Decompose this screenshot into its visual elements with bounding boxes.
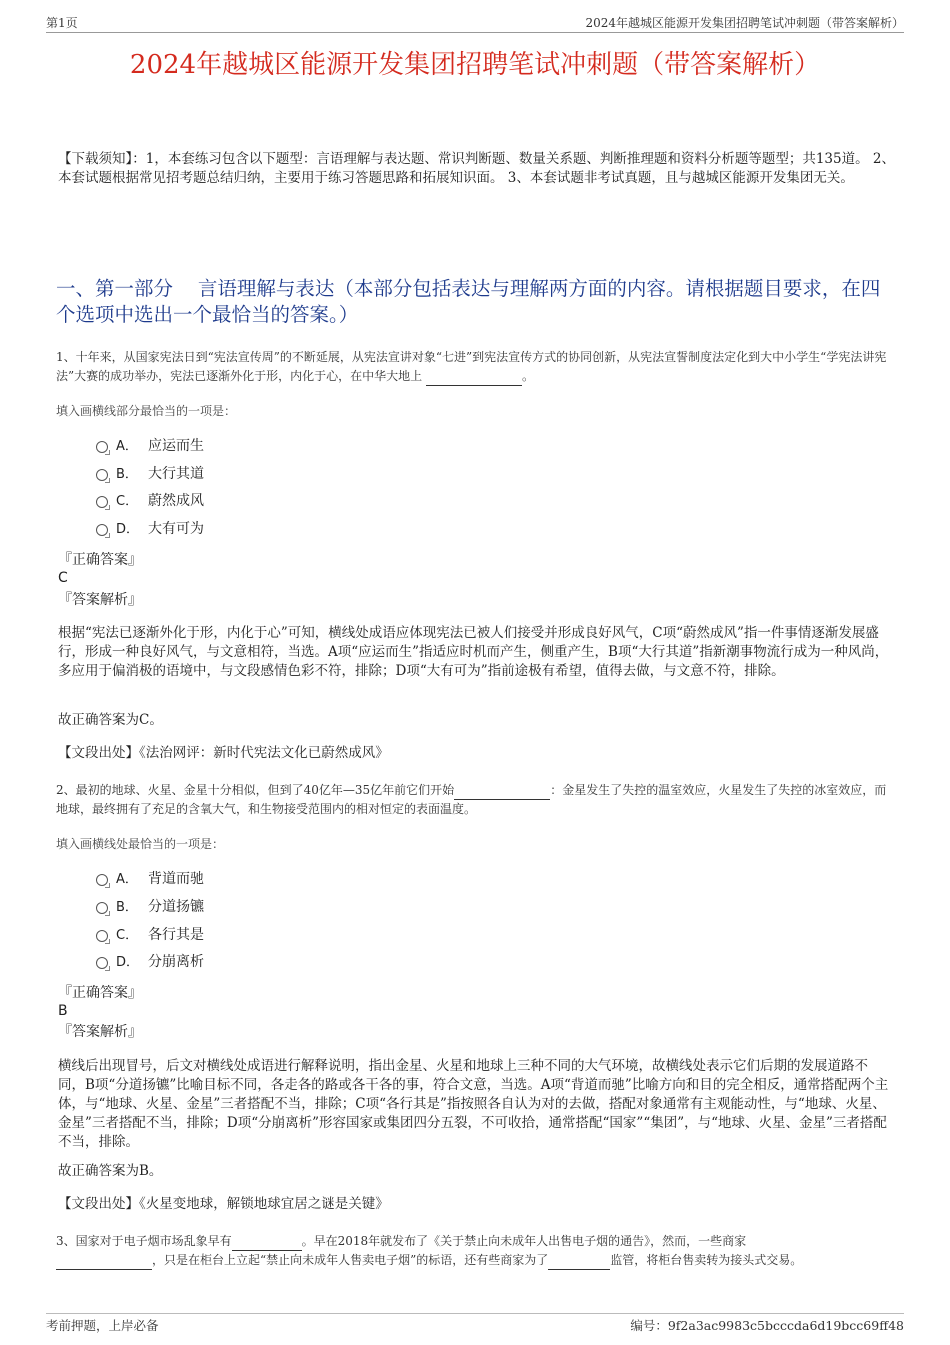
option-letter: B． <box>116 900 138 915</box>
option-letter: C． <box>116 928 139 943</box>
radio-icon[interactable] <box>96 930 108 942</box>
q1-option-b[interactable] <box>96 464 204 484</box>
stem-text: ，只是在柜台上立起“禁止向未成年人售卖电子烟”的标语，还有些商家为了 <box>152 1253 549 1267</box>
analysis-label: 『答案解析』 <box>58 1024 142 1040</box>
option-letter: A． <box>116 439 138 454</box>
option-letter: D． <box>116 955 140 970</box>
stem-text: 1、十年来，从国家宪法日到“宪法宣传周”的不断延展，从宪法宣讲对象“七进”到宪法宣传方式的协同创新，从宪法宣誓制度法定化到大中小学生“学宪法讲宪法”大赛的成功举办，宪法已逐渐外化于形，内化于心，在中华大地上 <box>56 350 887 383</box>
correct-answer: C <box>58 570 68 586</box>
option-text: 各行其是 <box>148 927 204 943</box>
answer-blank <box>56 1256 152 1270</box>
q2-option-a[interactable] <box>96 869 204 889</box>
footer-slogan: 考前押题，上岸必备 <box>46 1318 159 1333</box>
stem-text-end: ：金星发生了失控的温室效应，火星发生了失控的冰室效应，而地球，最终拥有了充足的含氧大气，和生物接受范围内的相对恒定的表面温度。 <box>56 783 887 816</box>
correct-answer-label: 『正确答案』 <box>58 985 142 1001</box>
fill-prompt: 填入画横线部分最恰当的一项是： <box>56 404 237 418</box>
source-label: 【文段出处】 <box>58 745 139 761</box>
page-title: 2024年越城区能源开发集团招聘笔试冲刺题（带答案解析） <box>129 50 821 80</box>
radio-icon[interactable] <box>96 902 108 914</box>
analysis-text: 根据“宪法已逐渐外化于形，内化于心”可知，横线处成语应体现宪法已被人们接受并形成良好风气，C项“蔚然成风”指一件事情逐渐发展盛行，形成一种良好风气，与文意相符，当选。A项“应运而生”指适应时机而产生，侧重产生，B项“大行其道”指新潮事物流行成为一种风尚，多应用于偏消极的语境中，与文段感情色彩不符，排除；D项“大有可为”指前途极有希望，值得去做，与文意不符，排除。 <box>58 625 889 679</box>
analysis-text: 横线后出现冒号，后文对横线处成语进行解释说明，指出金星、火星和地球上三种不同的大气环境，故横线处表示它们后期的发展道路不同，B项“分道扬镳”比喻目标不同，各走各的路或各干各的事，符合文意，当选。A项“背道而驰”比喻方向和目的完全相反，通常搭配两个主体，与“地球、火星、金星”三者搭配不当，排除；C项“各行其是”指按照各自认为对的去做，搭配对象通常有主观能动性，与“地球、火星、金星”三者搭配不当，排除；D项“分崩离析”形容国家或集团四分五裂，不可收拾，通常搭配“国家”“集团”，与“地球、火星、金星”三者搭配不当，排除。 <box>58 1058 889 1150</box>
stem-text: 监管，将柜台售卖转为接头式交易。 <box>610 1253 803 1267</box>
q1-option-a[interactable] <box>96 436 204 456</box>
answer-blank <box>232 1237 302 1251</box>
answer-blank <box>548 1256 610 1270</box>
section-text: 言语理解与表达（本部分包括表达与理解两方面的内容。请根据题目要求，在四个选项中选出一个最恰当的答案。） <box>56 277 881 326</box>
option-text: 背道而驰 <box>148 871 204 887</box>
answer-blank <box>454 786 550 800</box>
conclusion: 故正确答案为C。 <box>58 712 163 728</box>
section-heading <box>56 276 896 328</box>
option-text: 大行其道 <box>148 466 204 482</box>
stem-text: 3、国家对于电子烟市场乱象早有 <box>56 1234 232 1248</box>
q2-option-d[interactable] <box>96 952 204 972</box>
q2-option-c[interactable] <box>96 925 204 945</box>
option-text: 分崩离析 <box>148 954 204 970</box>
page-header <box>46 14 904 33</box>
page-footer <box>46 1313 904 1333</box>
option-letter: B． <box>116 467 138 482</box>
stem-text: 。早在2018年就发布了《关于禁止向未成年人出售电子烟的通告》，然而，一些商家 <box>301 1234 747 1248</box>
radio-icon[interactable] <box>96 496 108 508</box>
section-number: 一、第一部分 <box>56 277 174 300</box>
source-title: 《火星变地球，解锁地球宜居之谜是关键》 <box>139 1196 389 1212</box>
stem-text: 2、最初的地球、火星、金星十分相似，但到了40亿年—35亿年前它们开始 <box>56 783 455 797</box>
question-1-stem <box>56 348 896 386</box>
source-line <box>58 744 389 763</box>
conclusion: 故正确答案为B。 <box>58 1163 163 1179</box>
analysis-label: 『答案解析』 <box>58 592 142 608</box>
footer-doc-id: 编号：9f2a3ac9983c5bcccda6d19bcc69ff48 <box>630 1318 904 1333</box>
header-doc-title: 2024年越城区能源开发集团招聘笔试冲刺题（带答案解析） <box>585 16 904 30</box>
radio-icon[interactable] <box>96 441 108 453</box>
download-notice: 【下载须知】：1，本套练习包含以下题型：言语理解与表达题、常识判断题、数量关系题、判断推理题和资料分析题等题型；共135道。 2、本套试题根据常见招考题总结归纳，主要用于练习答题思路和拓展知识面。 3、本套试题非考试真题，且与越城区能源开发集团无关。 <box>58 151 895 186</box>
stem-text-end: 。 <box>521 369 534 383</box>
q1-option-c[interactable] <box>96 491 204 511</box>
option-letter: C． <box>116 494 139 509</box>
option-letter: D． <box>116 522 140 537</box>
radio-icon[interactable] <box>96 874 108 886</box>
q1-option-d[interactable] <box>96 519 204 539</box>
source-line <box>58 1195 389 1214</box>
radio-icon[interactable] <box>96 957 108 969</box>
page-number: 第1页 <box>46 16 78 30</box>
answer-blank <box>426 372 522 386</box>
question-2-stem <box>56 781 896 819</box>
fill-prompt: 填入画横线处最恰当的一项是： <box>56 837 225 851</box>
question-3-stem <box>56 1232 896 1270</box>
option-text: 大有可为 <box>148 521 204 537</box>
correct-answer: B <box>58 1003 68 1019</box>
q2-option-b[interactable] <box>96 897 204 917</box>
source-title: 《法治网评：新时代宪法文化已蔚然成风》 <box>139 745 389 761</box>
option-text: 分道扬镳 <box>148 899 204 915</box>
correct-answer-label: 『正确答案』 <box>58 552 142 568</box>
radio-icon[interactable] <box>96 469 108 481</box>
option-text: 蔚然成风 <box>148 493 204 509</box>
option-letter: A． <box>116 872 138 887</box>
source-label: 【文段出处】 <box>58 1196 139 1212</box>
option-text: 应运而生 <box>148 438 204 454</box>
radio-icon[interactable] <box>96 524 108 536</box>
